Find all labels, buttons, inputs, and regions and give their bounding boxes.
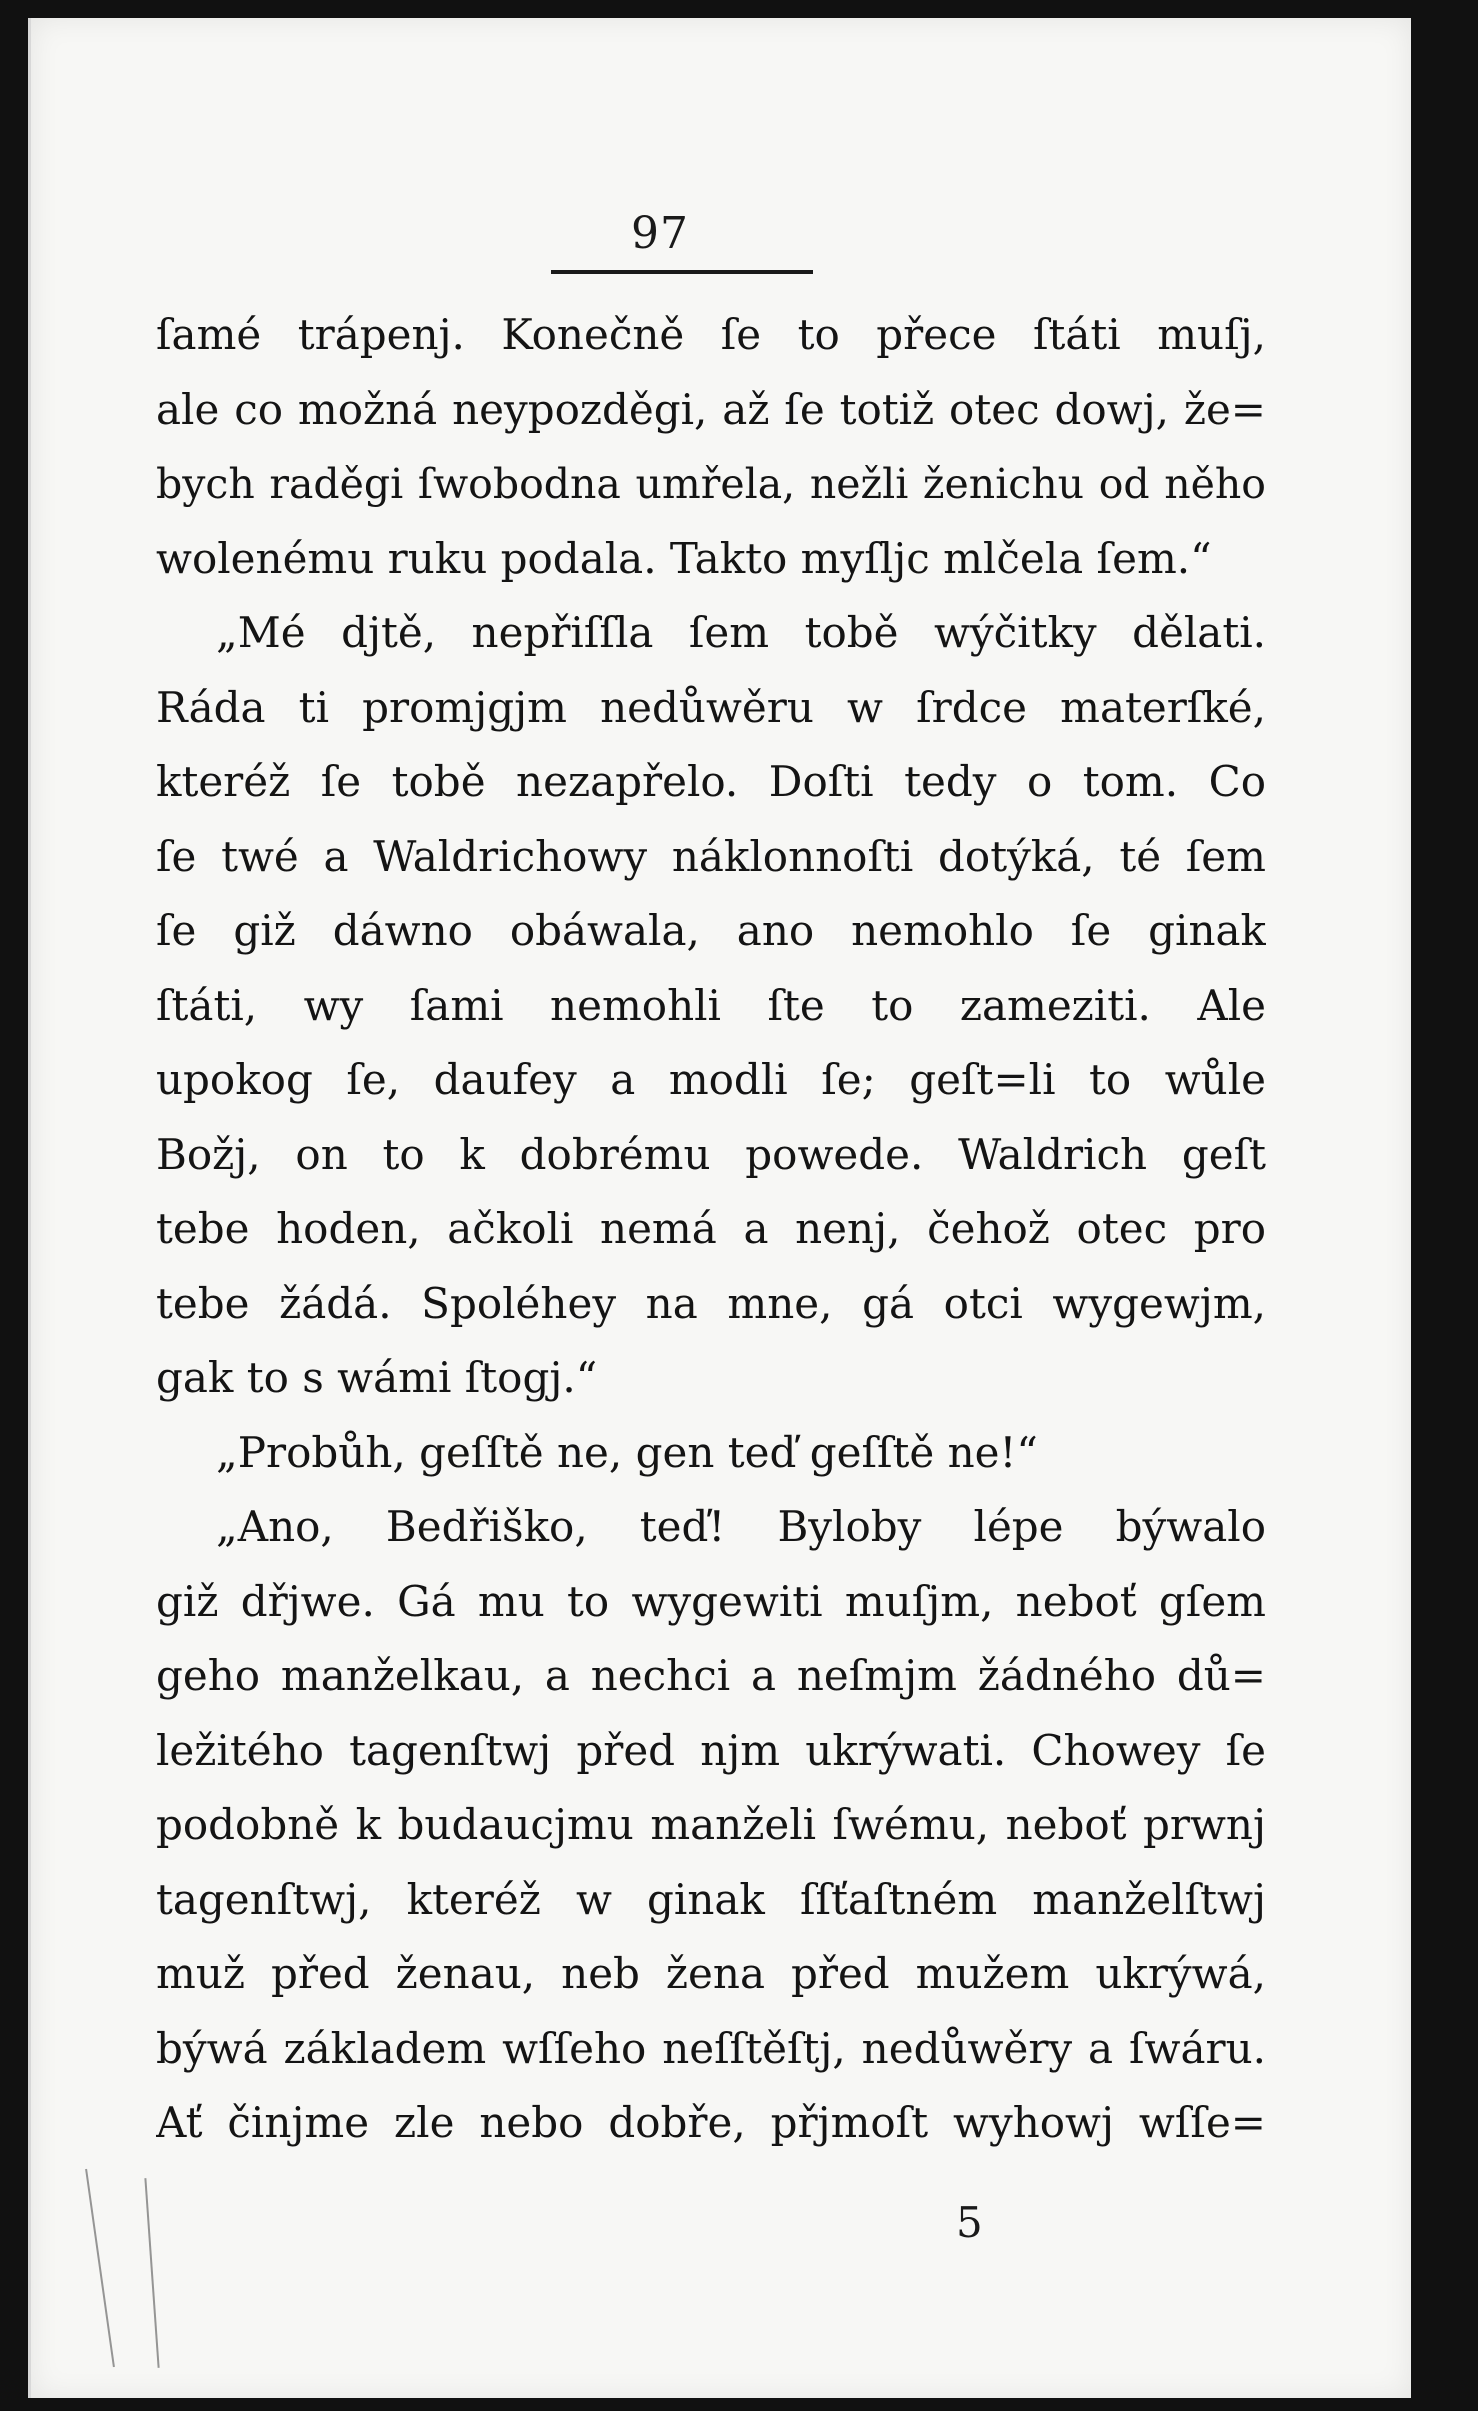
book-page bbox=[28, 18, 1411, 2398]
signature-mark: 5 bbox=[956, 2198, 983, 2247]
text-line: tebe žádá. Spoléhey na mne, gá otci wygewjm, bbox=[156, 1278, 1266, 1328]
page-scratch bbox=[144, 2178, 159, 2368]
text-line: wolenému ruku podala. Takto myſljc mlčela ſem.“ bbox=[156, 533, 1212, 583]
text-line: ſamé trápenj. Konečně ſe to přece ſtáti muſj, bbox=[156, 310, 1266, 359]
page-scratch bbox=[85, 2169, 115, 2367]
text-line: ſe giž dáwno obáwala, ano nemohlo ſe ginak bbox=[156, 906, 1266, 955]
text-line: muž před ženau, neb žena před mužem ukrýwá, bbox=[156, 1949, 1266, 1998]
text-line: Božj, on to k dobrému powede. Waldrich geſt bbox=[156, 1129, 1266, 1179]
text-line: býwá základem wſſeho neſſtěſtj, nedůwěry a ſwáru. bbox=[156, 2023, 1266, 2073]
text-line: ležitého tagenſtwj před njm ukrýwati. Chowey ſe bbox=[156, 1725, 1266, 1775]
text-line: bych raděgi ſwobodna umřela, nežli ženichu od něho bbox=[156, 460, 1266, 508]
text-line: gak to s wámi ſtogj.“ bbox=[156, 1353, 598, 1402]
text-line: upokog ſe, daufey a modli ſe; geſt=li to wůle bbox=[156, 1055, 1266, 1104]
text-line: ale co možná neypozděgi, až ſe totiž otec dowj, že= bbox=[156, 384, 1266, 434]
text-line: ſe twé a Waldrichowy náklonnoſti dotýká, té ſem bbox=[156, 831, 1266, 881]
text-line: giž dřjwe. Gá mu to wygewiti muſjm, neboť gſem bbox=[156, 1576, 1266, 1626]
text-line: „Probůh, geſſtě ne, gen teď geſſtě ne!“ bbox=[216, 1427, 1038, 1477]
text-line: „Ano, Bedřiško, teď! Byloby lépe býwalo bbox=[216, 1502, 1266, 1551]
text-line: podobně k budaucjmu manželi ſwému, neboť prwnj bbox=[156, 1800, 1266, 1849]
header-rule bbox=[551, 270, 813, 274]
body-text bbox=[156, 298, 1266, 2161]
text-line: tagenſtwj, kteréž w ginak ſſťaſtném manželſtwj bbox=[156, 1874, 1266, 1924]
text-line: ſtáti, wy ſami nemohli ſte to zameziti. Ale bbox=[156, 980, 1266, 1030]
text-line: Ať činjme zle nebo dobře, přjmoſt wyhowj wſſe= bbox=[156, 2098, 1266, 2147]
text-line: geho manželkau, a nechci a neſmjm žádného dů= bbox=[156, 1651, 1266, 1700]
text-line: tebe hoden, ačkoli nemá a nenj, čehož otec pro bbox=[156, 1204, 1266, 1253]
text-line: kteréž ſe tobě nezapřelo. Doſti tedy o tom. Co bbox=[156, 757, 1266, 806]
text-line: „Mé djtě, nepřiſſla ſem tobě wýčitky dělati. bbox=[216, 608, 1266, 657]
text-line: Ráda ti promjgjm nedůwěru w ſrdce materſké, bbox=[156, 682, 1266, 732]
page-number: 97 bbox=[631, 208, 689, 259]
